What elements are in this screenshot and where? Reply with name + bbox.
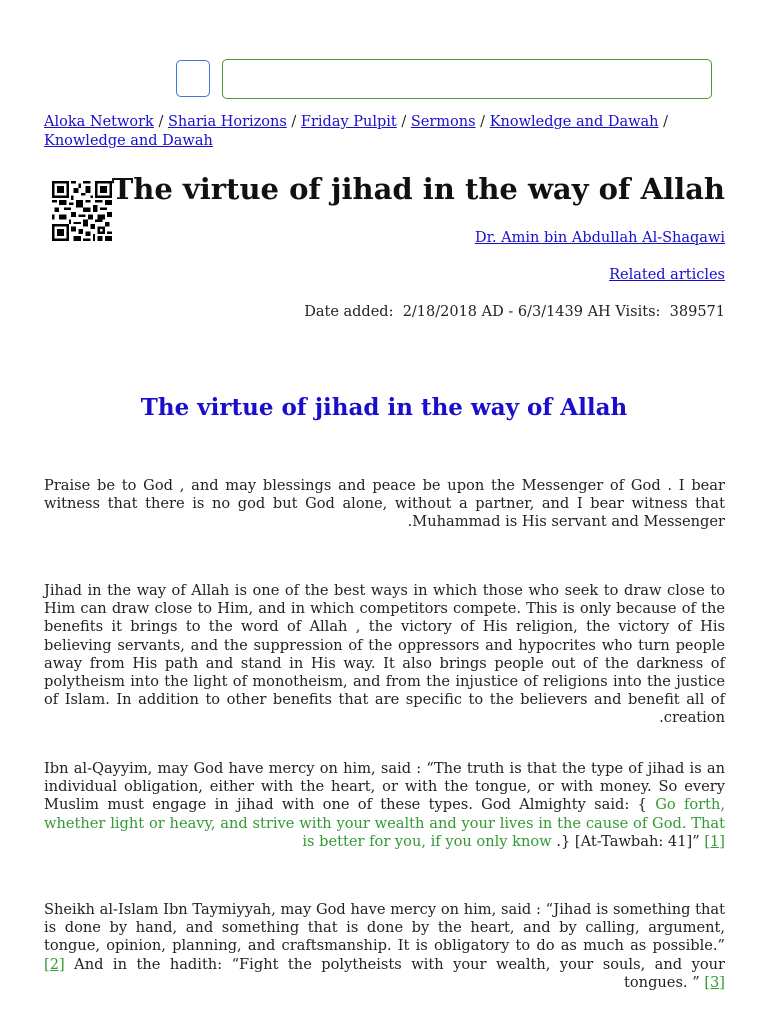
breadcrumb-link-sermons[interactable]: Sermons bbox=[410, 114, 476, 130]
paragraph-ibn-qayyim bbox=[44, 760, 725, 851]
verse-citation: .} [At-Tawbah: 41]” bbox=[556, 832, 700, 850]
breadcrumb-link-aloka-network[interactable]: Aloka Network bbox=[44, 114, 154, 130]
breadcrumb bbox=[44, 113, 734, 151]
paragraph-intro: Praise be to God , and may blessings and peace be upon the Messenger of God . I bear witness that there is no god but God alone, without a partner, and I bear witness that Muhammad is His servant and Messenger. bbox=[44, 477, 725, 531]
article-subtitle: The virtue of jihad in the way of Allah bbox=[140, 394, 628, 421]
breadcrumb-separator: / bbox=[153, 114, 168, 130]
page-title: The virtue of jihad in the way of Allah bbox=[111, 172, 725, 206]
search-toggle-button[interactable] bbox=[176, 60, 210, 97]
visits-value: 389571 bbox=[669, 304, 725, 320]
author-link[interactable]: Dr. Amin bin Abdullah Al-Shaqawi bbox=[475, 230, 725, 246]
date-value: 2/18/2018 AD - 6/3/1439 AH bbox=[402, 304, 611, 320]
quote-text: Ibn al-Qayyim, may God have mercy on him, said : “The truth is that the type of jihad is an individual obligation, either with the heart, or with the tongue, or with money. So every Muslim must engage in jihad with one of these types. God Almighty said: { bbox=[44, 760, 725, 814]
article-meta bbox=[304, 303, 725, 322]
breadcrumb-link-sharia-horizons[interactable]: Sharia Horizons bbox=[167, 114, 287, 130]
date-label: Date added: bbox=[304, 304, 394, 320]
related-articles-link[interactable]: Related articles bbox=[609, 267, 725, 283]
breadcrumb-link-knowledge-and-dawah[interactable]: Knowledge and Dawah bbox=[489, 114, 659, 130]
footnote-link-3[interactable]: [3] bbox=[704, 973, 725, 991]
hadith-text: And in the hadith: “Fight the polytheists with your wealth, your souls, and your tongues. ” bbox=[74, 955, 725, 991]
breadcrumb-separator: / bbox=[475, 114, 490, 130]
breadcrumb-link-friday-pulpit[interactable]: Friday Pulpit bbox=[300, 114, 397, 130]
breadcrumb-link-knowledge-and-dawah-current[interactable]: Knowledge and Dawah bbox=[44, 133, 213, 149]
footnote-link-1[interactable]: [1] bbox=[704, 832, 725, 850]
visits-label: Visits: bbox=[615, 304, 661, 320]
quote-text: Sheikh al-Islam Ibn Taymiyyah, may God have mercy on him, said : “Jihad is something that is done by hand, and something that is done by the heart, and by calling, argument, tongue, opinion, planning, and craftsmanship. It is obligatory to do as much as possible.” bbox=[44, 901, 725, 955]
qr-code-icon bbox=[52, 181, 112, 241]
breadcrumb-separator: / bbox=[286, 114, 301, 130]
footnote-link-2[interactable]: [2] bbox=[44, 955, 65, 973]
quran-verse: Go forth, whether light or heavy, and strive with your wealth and your lives in the cause of God. That is better for you, if you only know bbox=[44, 796, 726, 850]
paragraph-jihad-virtue: Jihad in the way of Allah is one of the best ways in which those who seek to draw close to Him can draw close to Him, and in which competitors compete. This is only because of the benefits it brings to the word of Allah , the victory of His religion, the victory of His believing servants, and the suppression of the oppressors and hypocrites who turn people away from His path and stand in His way. It also brings people out of the darkness of polytheism into the light of monotheism, and from the injustice of religions into the justice of Islam. In addition to other benefits that are specific to the believers and benefit all of creation. bbox=[44, 582, 725, 727]
paragraph-ibn-taymiyyah bbox=[44, 901, 725, 992]
search-input[interactable] bbox=[222, 59, 712, 99]
breadcrumb-separator: / bbox=[658, 114, 669, 130]
breadcrumb-separator: / bbox=[396, 114, 411, 130]
